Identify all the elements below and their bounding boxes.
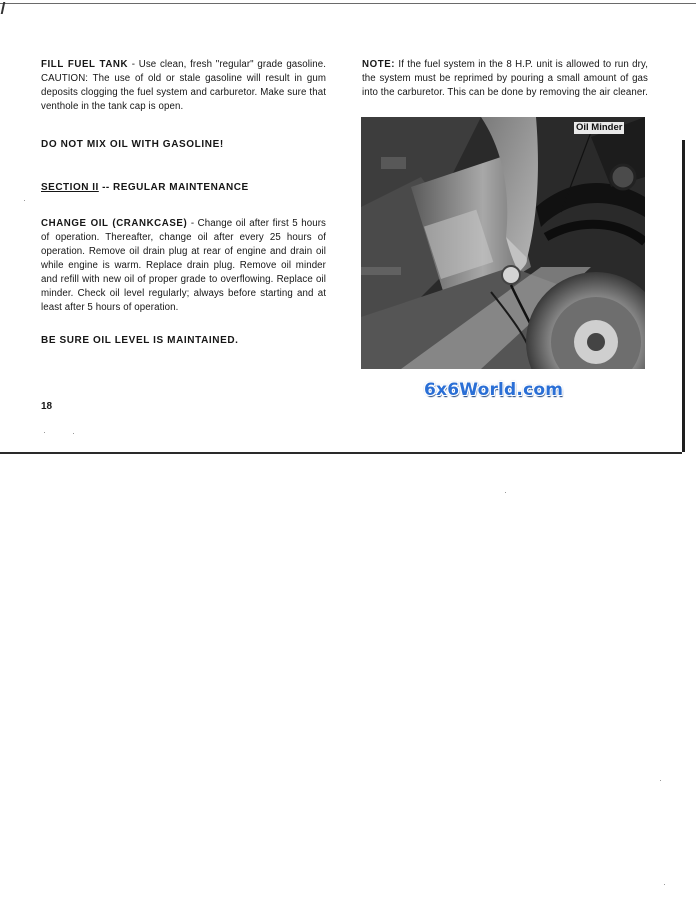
scan-speck xyxy=(24,200,25,201)
scan-speck xyxy=(44,432,45,433)
fill-fuel-heading: FILL FUEL TANK xyxy=(41,59,129,70)
engine-photo xyxy=(361,117,645,369)
page-right-edge xyxy=(682,140,685,452)
note-label: NOTE: xyxy=(362,59,396,70)
scan-speck xyxy=(505,492,506,493)
change-oil-heading: CHANGE OIL (CRANKCASE) xyxy=(41,218,188,229)
site-watermark: 6x6World.com xyxy=(424,380,564,400)
section-title: -- REGULAR MAINTENANCE xyxy=(98,182,249,193)
right-column xyxy=(362,58,648,100)
page-number: 18 xyxy=(41,401,53,412)
section-heading xyxy=(41,182,326,193)
change-oil-text: - Change oil after first 5 hours of operation. Thereafter, change oil after every 25 hours of operation. Remove oil drain plug at rear of engine and drain oil while engine is warm. Replace drain plug. Remove oil minder and refill with new oil of proper grade to overflowing. Replace oil minder. Check oil level regularly; always before starting and at least after 5 hours of operation. xyxy=(41,218,326,313)
scan-speck xyxy=(660,780,661,781)
note-text: If the fuel system in the 8 H.P. unit is allowed to run dry, the system must be reprimed by pouring a small amount of gas into the carburetor. This can be done by removing the air cleaner. xyxy=(362,59,648,98)
scan-speck xyxy=(73,433,74,434)
page-bottom-edge xyxy=(0,452,682,454)
engine-photo-illustration xyxy=(361,117,645,369)
section-number: SECTION II xyxy=(41,182,99,193)
scan-speck xyxy=(664,884,665,885)
top-edge-line xyxy=(0,3,696,4)
note-paragraph xyxy=(362,58,648,100)
oil-minder-callout: Oil Minder xyxy=(576,122,623,133)
fill-fuel-text: - Use clean, fresh "regular" grade gasoline. CAUTION: The use of old or stale gasoline will result in gum deposits clogging the fuel system and carburetor. Make sure that venthole in the tank cap is open. xyxy=(41,59,326,112)
fill-fuel-paragraph xyxy=(41,58,326,114)
oil-level-reminder: BE SURE OIL LEVEL IS MAINTAINED. xyxy=(41,335,239,346)
change-oil-paragraph xyxy=(41,217,326,315)
no-oil-mix-warning: DO NOT MIX OIL WITH GASOLINE! xyxy=(41,139,224,150)
left-column xyxy=(41,58,326,346)
